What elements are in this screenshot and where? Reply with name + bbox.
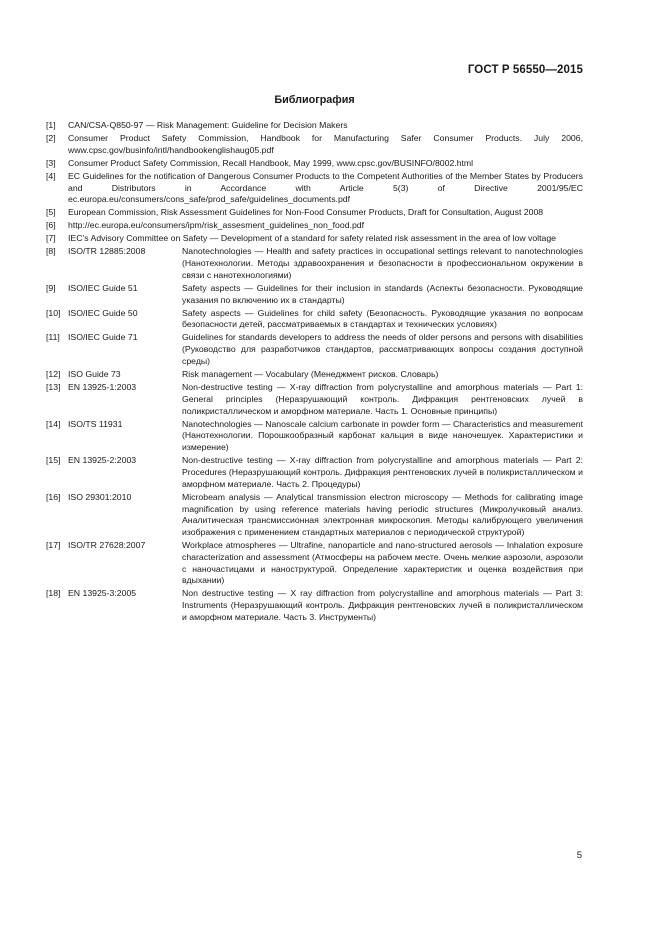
- bibliography-entry: [46, 308, 583, 332]
- bibliography-entry: [46, 207, 583, 219]
- bibliography-entry: [46, 540, 583, 587]
- entry-text: Nanotechnologies — Health and safety practices in occupational settings relevant to nanotechnologies (Нанотехнологии. Методы здравоохранения и безопасности в профессиональном окружении в связи с нанотехнологиями): [182, 246, 583, 280]
- entry-number: [8]: [46, 246, 56, 257]
- entry-text: Microbeam analysis — Analytical transmission electron microscopy — Methods for calibrating image magnification by using reference materials having periodic structures (Микролучковый анализ. Аналитическая трансмиссионная электронная микроскопия. Методы калибрующего увеличения изображения с применением стандартных материалов с периодической структурой): [182, 491, 583, 538]
- bibliography-entry: [46, 382, 583, 417]
- entry-number: [2]: [46, 132, 56, 143]
- entry-number: [17]: [46, 540, 61, 551]
- standard-designation: ISO/TR 27628:2007: [68, 540, 146, 551]
- entry-text: Safety aspects — Guidelines for child safety (Безопасность. Руководящие указания по вопросам безопасности детей, рассматриваемых в стандартах и технических условиях): [182, 307, 583, 330]
- standard-designation: ISO/IEC Guide 51: [68, 282, 138, 293]
- standard-designation: EN 13925-3:2005: [68, 588, 137, 599]
- bibliography-entry: [46, 133, 583, 157]
- standard-designation: EN 13925-2:2003: [68, 455, 137, 466]
- standard-designation: EN 13925-1:2003: [68, 381, 137, 392]
- standard-designation: ISO 29301:2010: [68, 491, 132, 502]
- bibliography-entry: [46, 419, 583, 454]
- entry-text: Guidelines for standards developers to address the needs of older persons and persons with disabilities (Руководство для разработчиков стандартов, рассматривающих вопросы создания доступной среды): [182, 332, 583, 367]
- bibliography-entry: [46, 588, 583, 623]
- bibliography-entry: [46, 171, 583, 206]
- section-title: Библиография: [274, 94, 355, 106]
- bibliography-entry: [46, 158, 583, 170]
- bibliography-entry: [46, 332, 583, 367]
- entry-text: EC Guidelines for the notification of Dangerous Consumer Products to the Competent Authorities of the Member States by Producers and Distributors in Accordance with Article 5(3) of Directive 2001/95/EC ec.europa.eu/consumers/cons_safe/prod_safe/guidelines_documents.pdf: [68, 170, 583, 205]
- document-code: ГОСТ Р 56550—2015: [467, 64, 583, 76]
- entry-text: Non destructive testing — X ray diffraction from polycrystalline and amorphous materials — Part 3: Instruments (Неразрушающий контроль. Дифракция рентгеновских лучей в поликристаллическом и аморфном материале. Часть 3. Инструменты): [182, 588, 583, 623]
- page-number: 5: [576, 850, 582, 861]
- entry-text: CAN/CSA-Q850-97 — Risk Management: Guideline for Decision Makers: [68, 120, 348, 130]
- standard-designation: ISO Guide 73: [68, 369, 121, 379]
- bibliography-entry: [46, 455, 583, 490]
- entry-text: Consumer Product Safety Commission, Recall Handbook, May 1999, www.cpsc.gov/BUSINFO/8002.html: [68, 157, 474, 168]
- entry-number: [10]: [46, 307, 61, 318]
- bibliography-entry: [46, 283, 583, 307]
- bibliography-entry: [46, 492, 583, 539]
- bibliography-entry: [46, 369, 583, 381]
- entry-text: http://ec.europa.eu/consumers/ipm/risk_assesment_guidelines_non_food.pdf: [68, 220, 365, 231]
- entry-number: [12]: [46, 369, 61, 379]
- bibliography-entry: [46, 233, 583, 245]
- entry-number: [1]: [46, 120, 56, 130]
- entry-text: European Commission, Risk Assessment Guidelines for Non-Food Consumer Products, Draft for Consultation, August 2008: [68, 207, 544, 218]
- standard-designation: ISO/TS 11931: [68, 418, 123, 429]
- standard-designation: ISO/IEC Guide 50: [68, 307, 138, 318]
- entry-number: [5]: [46, 207, 56, 218]
- entry-number: [14]: [46, 418, 61, 429]
- standard-designation: ISO/IEC Guide 71: [68, 332, 138, 343]
- bibliography-entry: [46, 120, 583, 132]
- entry-text: Nanotechnologies — Nanoscale calcium carbonate in powder form — Characteristics and measurement (Нанотехнологии. Порошкообразный карбонат кальция в виде наночешуек. Характеристики и измерение): [182, 418, 583, 453]
- standard-designation: ISO/TR 12885:2008: [68, 246, 146, 257]
- entry-number: [4]: [46, 170, 56, 181]
- entry-text: Risk management — Vocabulary (Менеджмент рисков. Словарь): [182, 369, 439, 379]
- entry-text: Consumer Product Safety Commission, Handbook for Manufacturing Safer Consumer Products. July 2006, www.cpsc.gov/businfo/intl/handbookenglishaug05.pdf: [68, 132, 583, 155]
- entry-number: [13]: [46, 381, 61, 392]
- entry-number: [9]: [46, 282, 56, 293]
- entry-text: Non-destructive testing — X-ray diffraction from polycrystalline and amorphous materials — Part 1: General principles (Неразрушающий контроль. Дифракция рентгеновских лучей в поликристаллическом и аморфном материале. Часть 1. Основные принципы): [182, 381, 583, 416]
- entry-number: [6]: [46, 220, 56, 231]
- entry-text: Workplace atmospheres — Ultrafine, nanoparticle and nano-structured aerosols — Inhalation exposure characterization and assessment (Атмосферы на рабочем месте. Очень мелкие аэрозоли, аэрозоли с наночастицами и наноструктурой. Определение характеристик и оценка воздействия при вдыхании): [182, 540, 583, 586]
- entry-text: IEC’s Advisory Committee on Safety — Development of a standard for safety related risk assessment in the area of low voltage: [68, 233, 557, 244]
- entry-number: [7]: [46, 233, 56, 244]
- entry-number: [16]: [46, 491, 61, 502]
- bibliography-entry: [46, 246, 583, 281]
- entry-number: [11]: [46, 332, 60, 343]
- entry-text: Non-destructive testing — X-ray diffraction from polycrystalline and amorphous materials — Part 2: Procedures (Неразрушающий контроль. Дифракция рентгеновских лучей в поликристаллическом и аморфном материале. Часть 2. Процедуры): [182, 455, 583, 489]
- entry-text: Safety aspects — Guidelines for their inclusion in standards (Аспекты безопасности. Руководящие указания по включению их в стандарты): [182, 282, 583, 305]
- bibliography-list: [46, 120, 583, 625]
- entry-number: [18]: [46, 588, 61, 599]
- entry-number: [3]: [46, 157, 56, 168]
- entry-number: [15]: [46, 455, 61, 466]
- bibliography-entry: [46, 220, 583, 232]
